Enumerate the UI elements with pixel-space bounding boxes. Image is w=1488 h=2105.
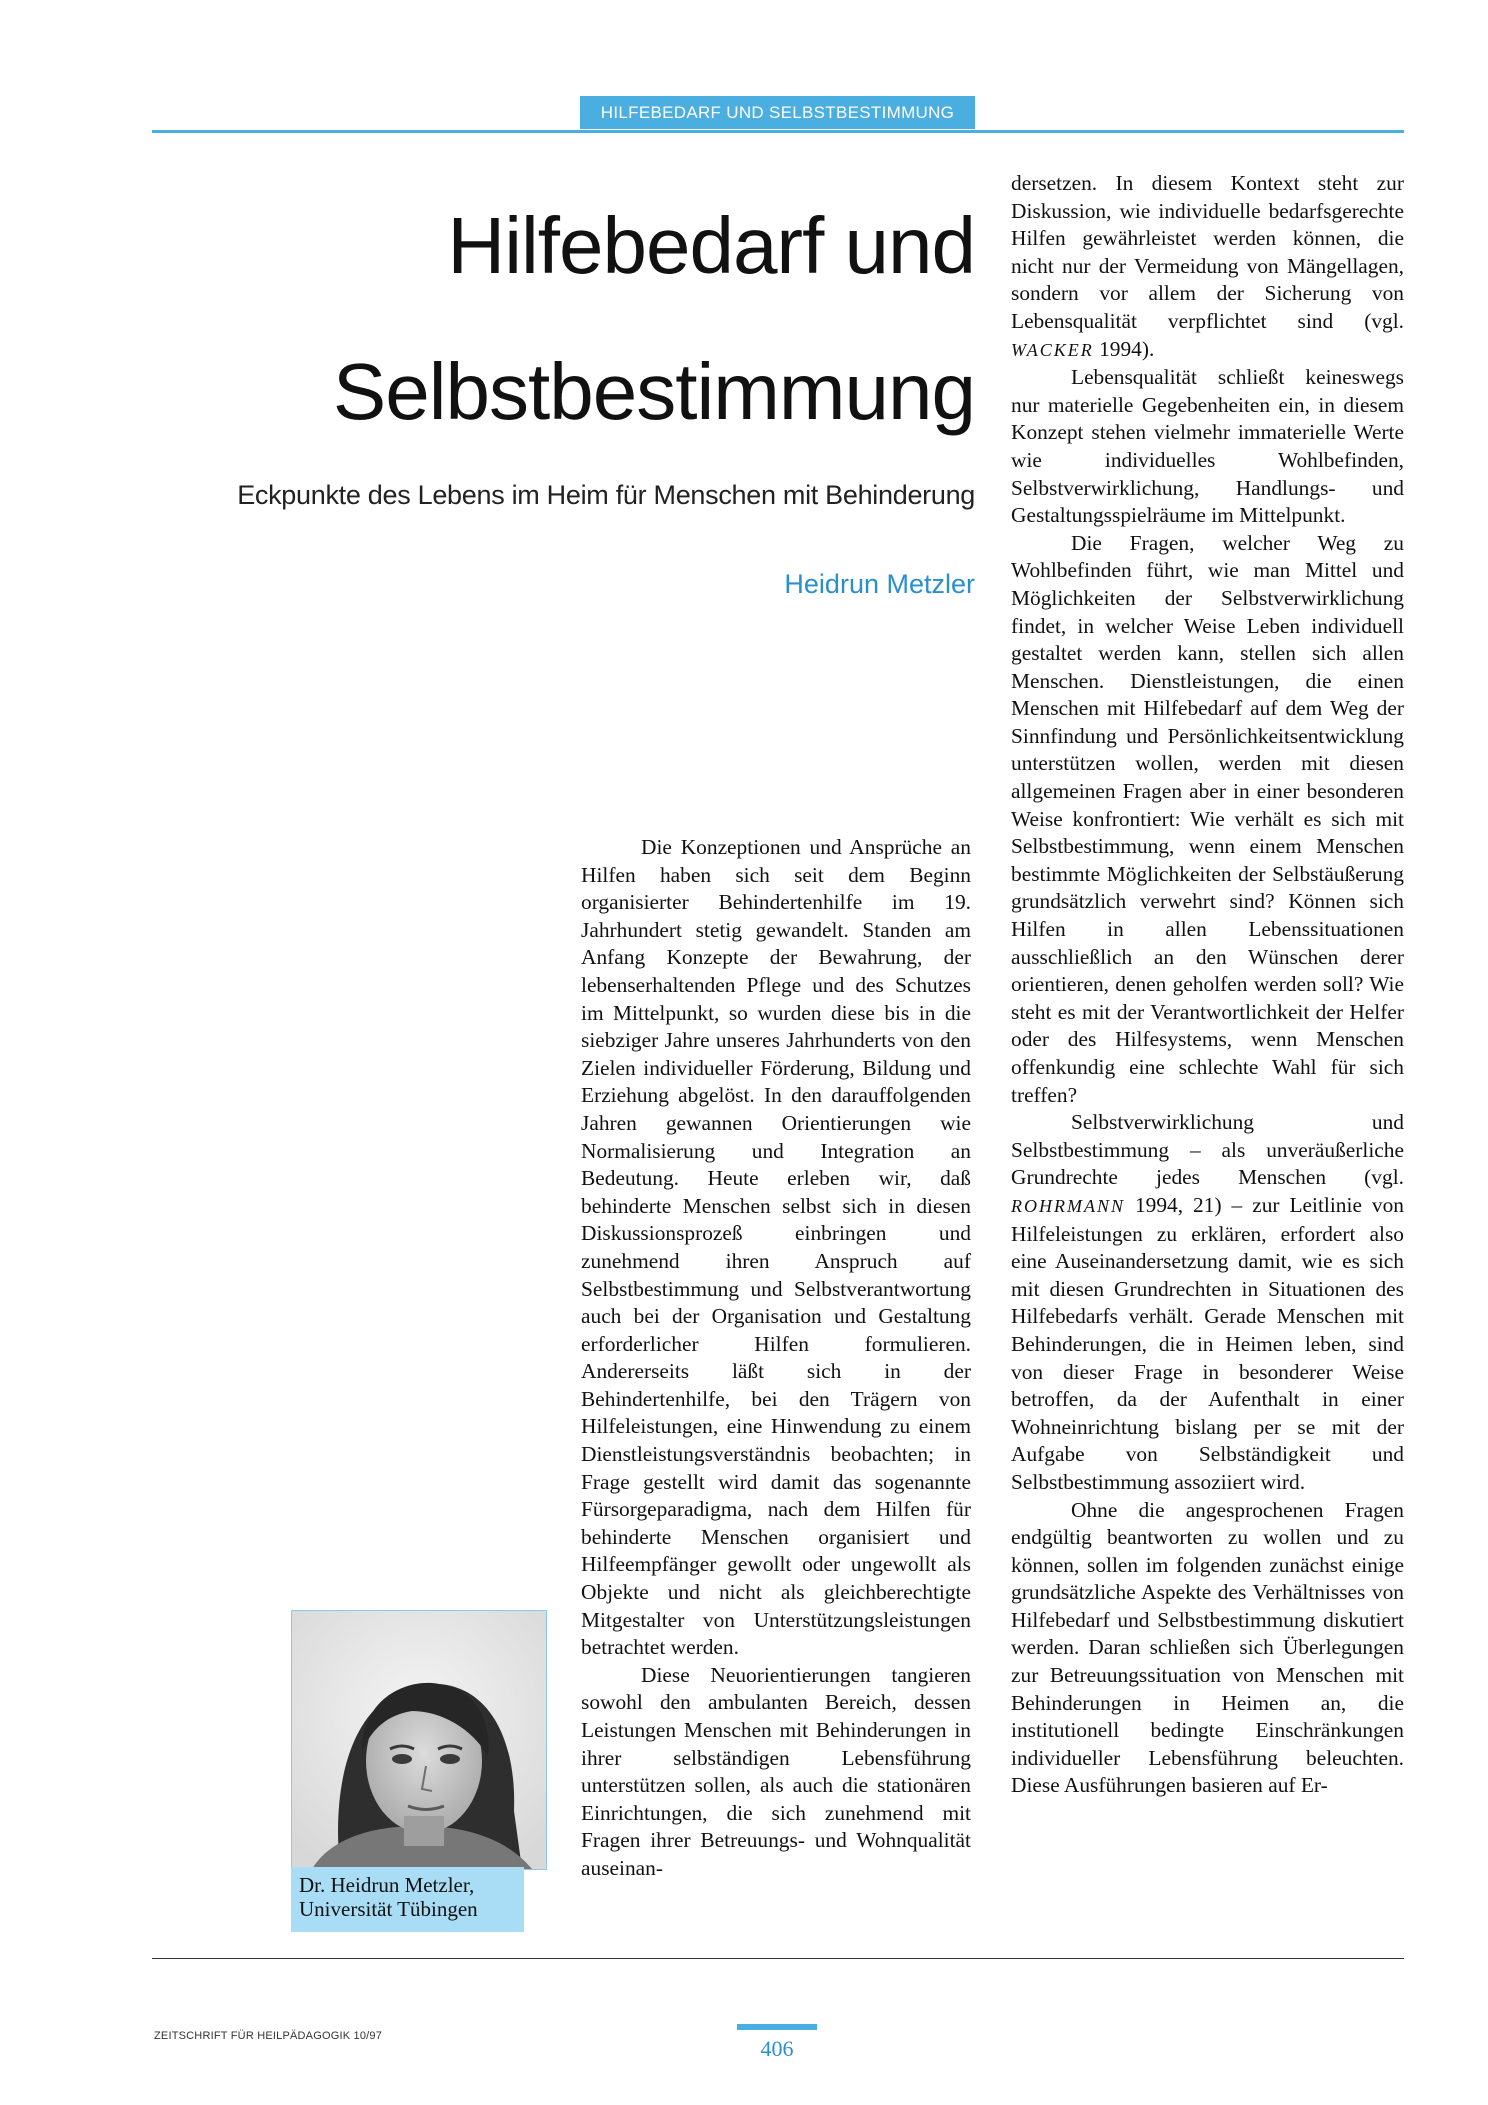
- top-divider: [152, 130, 1404, 133]
- body-column-middle: [581, 834, 971, 1883]
- page-number: 406: [760, 2036, 794, 2061]
- caption-line: Universität Tübingen: [299, 1897, 478, 1921]
- body-paragraph: [1011, 170, 1404, 364]
- article-title-line1: Hilfebedarf und: [447, 201, 975, 290]
- footer-journal-name: ZEITSCHRIFT FÜR HEILPÄDAGOGIK 10/97: [154, 2030, 383, 2042]
- body-text: 1994, 21) – zur Leitlinie von Hilfeleistungen zu erklären, erfordert also eine Auseinandersetzung damit, wie es sich mit diesen Grundrechten in Situationen des Hilfebedarfs verhält. Gerade Menschen mit Behinderungen, die in Heimen leben, sind von dieser Frage in besonderer Weise betroffen, da der Aufenthalt in einer Wohneinrichtung bislang per se mit der Aufgabe von Selbständigkeit und Selbstbestimmung assoziiert wird.: [1011, 1192, 1404, 1494]
- body-paragraph: Diese Neuorientierungen tangieren sowohl den ambulanten Bereich, dessen Leistungen Menschen mit Behinderungen in ihrer selbständigen Lebensführung unterstützen sollen, als auch die stationären Einrichtungen, die sich zunehmend mit Fragen ihrer Betreuungs- und Wohnqualität auseinan-: [581, 1662, 971, 1880]
- article-author: Heidrun Metzler: [784, 569, 975, 599]
- article-subtitle: Eckpunkte des Lebens im Heim für Menschen mit Behinderung: [237, 480, 975, 510]
- author-portrait-icon: [291, 1610, 547, 1870]
- body-paragraph: Ohne die angesprochenen Fragen endgültig beantworten zu wollen und zu können, sollen im folgenden zunächst einige grundsätzliche Aspekte des Verhältnisses von Hilfebedarf und Selbstbestimmung diskutiert werden. Daran schließen sich Überlegungen zur Betreuungssituation von Menschen mit Behinderungen in Heimen an, die institutionell bedingte Einschränkungen individueller Lebensführung beleuchten. Diese Ausführungen basieren auf Er-: [1011, 1497, 1404, 1798]
- photo-caption: [291, 1867, 524, 1932]
- article-title-line2: Selbstbestimmung: [332, 347, 975, 436]
- body-paragraph: Lebensqualität schließt keineswegs nur materielle Gegebenheiten ein, in diesem Konzept stehen vielmehr immaterielle Werte wie individuelles Wohlbefinden, Selbstverwirklichung, Handlungs- und Gestaltungsspielräume im Mittelpunkt.: [1011, 365, 1404, 528]
- citation-author: ROHRMANN: [1011, 1195, 1125, 1216]
- body-text: 1994).: [1093, 336, 1155, 361]
- page-number-bar: [737, 2024, 817, 2030]
- body-text: dersetzen. In diesem Kontext steht zur Diskussion, wie individuelle bedarfsgerechte Hilfen gewährleistet werden können, die nicht nur der Vermeidung von Mängellagen, sondern vor allem der Sicherung von Lebensqualität verpflichtet sind (vgl.: [1011, 171, 1404, 333]
- bottom-divider: [152, 1958, 1404, 1959]
- body-column-right: [1011, 170, 1404, 1800]
- body-paragraph: [1011, 1109, 1404, 1496]
- body-paragraph: Die Konzeptionen und Ansprüche an Hilfen haben sich seit dem Beginn organisierter Behindertenhilfe im 19. Jahrhundert stetig gewandelt. Standen am Anfang Konzepte der Bewahrung, der lebenserhaltenden Pflege und des Schutzes im Mittelpunkt, so wurden diese bis in die siebziger Jahre unseres Jahrhunderts von den Zielen individueller Förderung, Bildung und Erziehung abgelöst. In den darauffolgenden Jahren gewannen Orientierungen wie Normalisierung und Integration an Bedeutung. Heute erleben wir, daß behinderte Menschen selbst sich in diesen Diskussionsprozeß einbringen und zunehmend ihren Anspruch auf Selbstbestimmung und Selbstverantwortung auch bei der Organisation und Gestaltung erforderlicher Hilfen formulieren. Andererseits läßt sich in der Behindertenhilfe, bei den Trägern von Hilfeleistungen, eine Hinwendung zu einem Dienstleistungsverständnis beobachten; in Frage gestellt wird damit das sogenannte Fürsorgeparadigma, nach dem Hilfen für behinderte Menschen organisiert und Hilfeempfänger gewollt oder ungewollt als Objekte und nicht als gleichberechtigte Mitgestalter von Unterstützungsleistungen betrachtet werden.: [581, 835, 971, 1660]
- body-text: Selbstverwirklichung und Selbstbestimmung – als unveräußerliche Grundrechte jedes Menschen (vgl.: [1011, 1110, 1404, 1190]
- citation-author: WACKER: [1011, 339, 1094, 360]
- caption-line: Dr. Heidrun Metzler,: [299, 1873, 475, 1897]
- section-header-tag: HILFEBEDARF UND SELBSTBESTIMMUNG: [580, 96, 975, 129]
- body-paragraph: Die Fragen, welcher Weg zu Wohlbefinden führt, wie man Mittel und Möglichkeiten der Selbstverwirklichung findet, in welcher Weise Leben individuell gestaltet werden kann, stellen sich allen Menschen. Dienstleistungen, die einen Menschen mit Hilfebedarf auf dem Weg der Sinnfindung und Persönlichkeitsentwicklung unterstützen wollen, werden mit diesen allgemeinen Fragen aber in einer besonderen Weise konfrontiert: Wie verhält es sich mit Selbstbestimmung, wenn einem Menschen bestimmte Möglichkeiten der Selbstäußerung grundsätzlich verwehrt sind? Können sich Hilfen in allen Lebenssituationen ausschließlich an den Wünschen derer orientieren, denen geholfen werden soll? Wie steht es mit der Verantwortlichkeit der Helfer oder des Hilfesystems, wenn Menschen offenkundig eine schlechte Wahl für sich treffen?: [1011, 530, 1404, 1107]
